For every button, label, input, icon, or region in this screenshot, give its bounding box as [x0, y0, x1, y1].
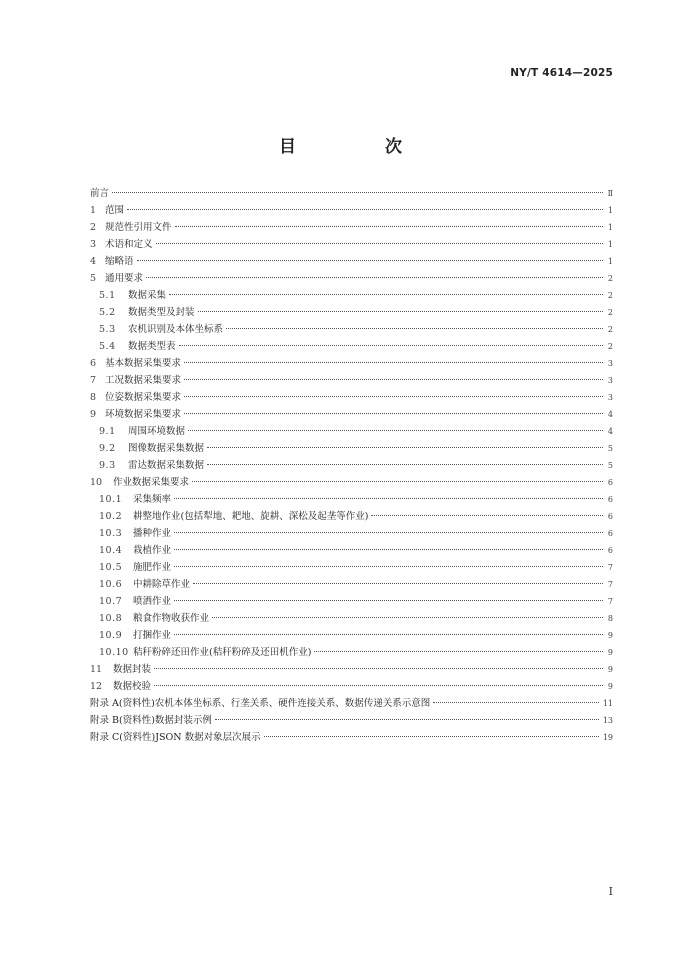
toc-entry-label: 附录 A(资料性)农机本体坐标系、行垄关系、硬件连接关系、数据传递关系示意图 [90, 698, 431, 709]
toc-entry[interactable] [90, 508, 613, 525]
toc-entry-page: 3 [607, 393, 613, 402]
toc-entry-page: 11 [602, 699, 613, 708]
toc-entry-page: 7 [607, 597, 613, 606]
toc-entry[interactable] [90, 678, 613, 695]
toc-entry-label: 数据采集 [128, 290, 167, 301]
toc-entry-page: 9 [607, 648, 613, 657]
toc-entry[interactable] [90, 185, 613, 202]
toc-entry-label: 前言 [90, 188, 110, 199]
table-of-contents [90, 185, 613, 746]
toc-dot-leader [207, 447, 603, 448]
toc-entry-page: 2 [607, 342, 613, 351]
toc-entry-number: 10.2 [99, 511, 123, 522]
toc-entry-number: 10.5 [99, 562, 123, 573]
toc-dot-leader [174, 549, 603, 550]
toc-entry-number: 5.1 [99, 290, 116, 301]
toc-dot-leader [127, 209, 603, 210]
toc-entry-label: 数据封装 [113, 664, 152, 675]
toc-entry-number: 10.9 [99, 630, 123, 641]
toc-entry[interactable] [90, 338, 613, 355]
toc-entry-label: 图像数据采集数据 [128, 443, 205, 454]
toc-dot-leader [215, 719, 599, 720]
toc-dot-leader [174, 498, 603, 499]
toc-entry-label: 耕整地作业(包括犁地、耙地、旋耕、深松及起垄等作业) [133, 511, 369, 522]
toc-dot-leader [433, 702, 599, 703]
toc-dot-leader [198, 311, 603, 312]
toc-entry[interactable] [90, 389, 613, 406]
toc-dot-leader [314, 651, 603, 652]
toc-entry-label: 施肥作业 [133, 562, 172, 573]
toc-entry-page: 1 [607, 223, 613, 232]
toc-entry[interactable] [90, 491, 613, 508]
toc-entry[interactable] [90, 321, 613, 338]
toc-dot-leader [184, 362, 603, 363]
toc-dot-leader [137, 260, 603, 261]
toc-entry-number: 9 [90, 409, 97, 420]
toc-entry-page: 5 [607, 444, 613, 453]
toc-entry-number: 10.8 [99, 613, 123, 624]
toc-entry-page: 6 [607, 529, 613, 538]
toc-entry[interactable] [90, 661, 613, 678]
toc-entry-page: Ⅱ [607, 189, 613, 198]
toc-entry[interactable] [90, 440, 613, 457]
toc-entry-label: 范围 [105, 205, 125, 216]
toc-entry-page: 6 [607, 546, 613, 555]
toc-entry[interactable] [90, 372, 613, 389]
toc-entry-number: 10.4 [99, 545, 123, 556]
toc-dot-leader [192, 481, 603, 482]
toc-entry-label: 通用要求 [105, 273, 144, 284]
toc-entry-number: 5.2 [99, 307, 116, 318]
toc-entry-number: 10.10 [99, 647, 129, 658]
toc-entry-number: 6 [90, 358, 97, 369]
toc-entry-page: 2 [607, 325, 613, 334]
toc-entry-number: 3 [90, 239, 97, 250]
toc-entry[interactable] [90, 576, 613, 593]
toc-entry[interactable] [90, 236, 613, 253]
toc-dot-leader [146, 277, 603, 278]
toc-dot-leader [154, 685, 603, 686]
toc-entry-number: 8 [90, 392, 97, 403]
toc-entry-page: 1 [607, 240, 613, 249]
toc-entry-page: 6 [607, 478, 613, 487]
toc-dot-leader [184, 379, 603, 380]
toc-entry[interactable] [90, 593, 613, 610]
toc-entry-number: 7 [90, 375, 97, 386]
toc-entry-page: 19 [602, 733, 613, 742]
toc-entry-label: 栽植作业 [133, 545, 172, 556]
page-title: 目 次 [279, 137, 438, 157]
toc-dot-leader [193, 583, 603, 584]
toc-entry[interactable] [90, 219, 613, 236]
toc-entry[interactable] [90, 304, 613, 321]
toc-dot-leader [174, 532, 603, 533]
toc-dot-leader [154, 668, 603, 669]
toc-entry-label: 附录 C(资料性)JSON 数据对象层次展示 [90, 732, 261, 743]
toc-entry[interactable] [90, 712, 613, 729]
toc-entry-page: 8 [607, 614, 613, 623]
toc-entry[interactable] [90, 729, 613, 746]
toc-entry-page: 13 [602, 716, 613, 725]
toc-entry-page: 5 [607, 461, 613, 470]
toc-entry-label: 喷洒作业 [133, 596, 172, 607]
toc-entry-page: 9 [607, 631, 613, 640]
toc-entry[interactable] [90, 695, 613, 712]
toc-dot-leader [174, 566, 603, 567]
toc-entry-number: 1 [90, 205, 97, 216]
toc-entry-page: 9 [607, 665, 613, 674]
toc-entry-label: 秸秆粉碎还田作业(秸秆粉碎及还田机作业) [133, 647, 312, 658]
toc-entry[interactable] [90, 559, 613, 576]
toc-entry-label: 缩略语 [105, 256, 134, 267]
toc-entry-page: 1 [607, 257, 613, 266]
toc-dot-leader [184, 396, 603, 397]
toc-entry-number: 2 [90, 222, 97, 233]
toc-entry-label: 采集频率 [133, 494, 172, 505]
toc-entry-label: 术语和定义 [105, 239, 153, 250]
toc-entry-label: 周围环境数据 [128, 426, 186, 437]
toc-entry-number: 11 [90, 664, 103, 675]
toc-entry-label: 播种作业 [133, 528, 172, 539]
toc-entry[interactable] [90, 474, 613, 491]
page-number: I [608, 885, 613, 898]
toc-dot-leader [179, 345, 603, 346]
toc-entry-label: 位姿数据采集要求 [105, 392, 182, 403]
toc-entry-label: 农机识别及本体坐标系 [128, 324, 224, 335]
toc-entry-page: 6 [607, 495, 613, 504]
toc-entry[interactable] [90, 287, 613, 304]
toc-entry-label: 数据校验 [113, 681, 152, 692]
toc-dot-leader [156, 243, 603, 244]
toc-dot-leader [212, 617, 603, 618]
toc-entry-page: 4 [607, 410, 613, 419]
toc-entry[interactable] [90, 202, 613, 219]
toc-entry-page: 4 [607, 427, 613, 436]
toc-entry-label: 雷达数据采集数据 [128, 460, 205, 471]
toc-entry-page: 2 [607, 308, 613, 317]
toc-entry-number: 5 [90, 273, 97, 284]
toc-dot-leader [175, 226, 603, 227]
toc-entry[interactable] [90, 270, 613, 287]
toc-entry-page: 1 [607, 206, 613, 215]
toc-dot-leader [174, 634, 603, 635]
toc-entry-label: 规范性引用文件 [105, 222, 172, 233]
toc-entry-number: 5.4 [99, 341, 116, 352]
toc-entry[interactable] [90, 627, 613, 644]
toc-entry-number: 10.6 [99, 579, 123, 590]
toc-entry[interactable] [90, 610, 613, 627]
toc-entry-number: 9.1 [99, 426, 116, 437]
toc-entry-page: 9 [607, 682, 613, 691]
toc-dot-leader [188, 430, 603, 431]
toc-entry[interactable] [90, 423, 613, 440]
toc-dot-leader [112, 192, 603, 193]
toc-entry[interactable] [90, 542, 613, 559]
toc-entry-page: 6 [607, 512, 613, 521]
toc-entry-page: 2 [607, 291, 613, 300]
toc-entry[interactable] [90, 525, 613, 542]
toc-entry-number: 10.3 [99, 528, 123, 539]
standard-code: NY/T 4614—2025 [510, 67, 613, 79]
toc-entry-number: 5.3 [99, 324, 116, 335]
toc-entry-number: 10 [90, 477, 103, 488]
toc-dot-leader [184, 413, 603, 414]
toc-dot-leader [371, 515, 603, 516]
toc-dot-leader [226, 328, 603, 329]
toc-entry[interactable] [90, 355, 613, 372]
toc-entry-label: 作业数据采集要求 [113, 477, 190, 488]
toc-entry-number: 9.3 [99, 460, 116, 471]
toc-entry-page: 7 [607, 580, 613, 589]
toc-entry-page: 2 [607, 274, 613, 283]
toc-entry-number: 10.1 [99, 494, 123, 505]
toc-entry[interactable] [90, 406, 613, 423]
toc-entry-label: 中耕除草作业 [133, 579, 191, 590]
toc-entry-number: 4 [90, 256, 97, 267]
toc-dot-leader [174, 600, 603, 601]
toc-entry[interactable] [90, 253, 613, 270]
toc-dot-leader [207, 464, 603, 465]
toc-entry[interactable] [90, 457, 613, 474]
toc-dot-leader [264, 736, 599, 737]
toc-entry-label: 环境数据采集要求 [105, 409, 182, 420]
toc-entry-label: 数据类型及封装 [128, 307, 195, 318]
toc-entry-label: 打捆作业 [133, 630, 172, 641]
toc-entry-label: 工况数据采集要求 [105, 375, 182, 386]
toc-dot-leader [169, 294, 603, 295]
toc-entry-number: 9.2 [99, 443, 116, 454]
toc-entry-label: 基本数据采集要求 [105, 358, 182, 369]
toc-entry-page: 7 [607, 563, 613, 572]
toc-entry-number: 10.7 [99, 596, 123, 607]
toc-entry-label: 数据类型表 [128, 341, 176, 352]
toc-entry-label: 附录 B(资料性)数据封装示例 [90, 715, 212, 726]
toc-entry-page: 3 [607, 376, 613, 385]
toc-entry-number: 12 [90, 681, 103, 692]
toc-entry[interactable] [90, 644, 613, 661]
toc-entry-label: 粮食作物收获作业 [133, 613, 210, 624]
toc-entry-page: 3 [607, 359, 613, 368]
